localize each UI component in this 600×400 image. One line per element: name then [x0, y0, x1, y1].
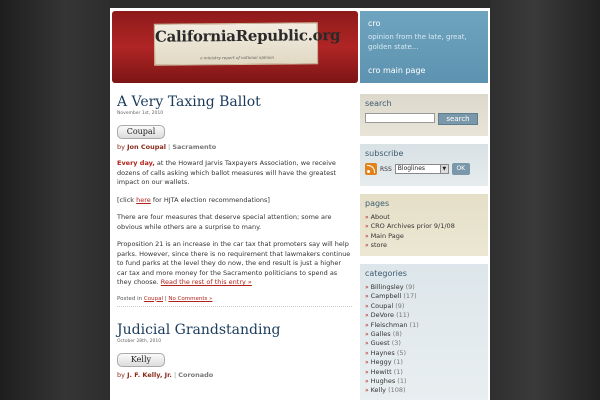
- page-link[interactable]: Main Page: [370, 231, 404, 240]
- site-header: [110, 8, 490, 86]
- categories-widget-title: categories: [365, 269, 407, 278]
- background-right: [490, 0, 600, 400]
- category-link[interactable]: Galles: [370, 330, 391, 339]
- page-link[interactable]: About: [370, 213, 390, 221]
- page-link[interactable]: CRO Archives prior 9/1/08: [370, 222, 455, 231]
- byline-separator: |: [173, 370, 177, 379]
- search-row: [365, 113, 483, 125]
- category-item[interactable]: [365, 283, 483, 292]
- category-item[interactable]: [365, 311, 483, 320]
- search-input[interactable]: [365, 113, 435, 123]
- category-link[interactable]: Hewitt: [370, 367, 392, 376]
- category-link[interactable]: Kelly: [370, 386, 386, 395]
- paragraph-text: for HJTA election recommendations]: [150, 195, 270, 204]
- here-link[interactable]: here: [136, 195, 151, 204]
- page-container: [110, 8, 490, 400]
- background-left: [0, 0, 110, 400]
- byline: [117, 143, 352, 151]
- cro-title: cro: [368, 19, 381, 28]
- post-date: November 1st, 2010: [117, 111, 164, 116]
- page-item[interactable]: [365, 232, 483, 241]
- category-count: (8): [392, 330, 402, 339]
- logo-tagline: a ministry report of national opinion: [200, 54, 275, 61]
- author-badge: Kelly: [117, 353, 165, 367]
- category-link[interactable]: Coupal: [370, 301, 394, 310]
- category-count: (1): [397, 377, 407, 386]
- category-count: (1): [393, 358, 403, 367]
- post-date: October 28th, 2010: [117, 338, 162, 344]
- category-item[interactable]: [365, 386, 483, 395]
- byline-by: by: [117, 370, 125, 379]
- footer-separator: |: [163, 295, 169, 302]
- category-item[interactable]: [365, 368, 483, 377]
- page-item[interactable]: [365, 222, 483, 231]
- post-title[interactable]: Judicial Grandstanding: [117, 321, 281, 338]
- categories-widget: [360, 264, 488, 400]
- logo-title: CaliforniaRepublic.org: [154, 26, 341, 46]
- rss-icon[interactable]: [365, 163, 377, 175]
- category-link[interactable]: Fleischman: [370, 320, 408, 329]
- category-count: (1): [393, 367, 403, 376]
- category-count: (11): [396, 311, 410, 320]
- category-item[interactable]: [365, 349, 483, 358]
- categories-list: [365, 283, 483, 396]
- category-link[interactable]: Hughes: [370, 377, 396, 386]
- category-item[interactable]: [365, 339, 483, 348]
- byline-separator: |: [168, 143, 171, 151]
- paragraph-text: [click: [117, 195, 137, 204]
- post-footer: [117, 296, 352, 307]
- category-item[interactable]: [365, 358, 483, 367]
- search-widget: [360, 94, 488, 136]
- paragraph-lead: Every day,: [117, 159, 155, 167]
- category-item[interactable]: [365, 292, 483, 301]
- category-link[interactable]: Heggy: [370, 358, 392, 367]
- cro-main-page-link[interactable]: cro main page: [368, 66, 426, 75]
- page-link[interactable]: store: [370, 241, 388, 250]
- logo-banner: [154, 22, 341, 65]
- read-more-link[interactable]: Read the rest of this entry »: [160, 278, 252, 286]
- category-count: (9): [405, 283, 415, 291]
- rss-label[interactable]: RSS: [380, 165, 392, 173]
- posted-in-label: Posted in: [117, 295, 144, 302]
- post-paragraph: [117, 240, 352, 288]
- category-count: (9): [395, 301, 405, 310]
- author-location: Coronado: [178, 370, 214, 379]
- category-item[interactable]: [365, 321, 483, 330]
- author-badge: Coupal: [117, 125, 165, 139]
- subscribe-row: [365, 163, 483, 175]
- category-item[interactable]: [365, 302, 483, 311]
- pages-list: [365, 213, 483, 251]
- cro-panel: [360, 11, 488, 83]
- search-widget-title: search: [365, 99, 392, 108]
- page-item[interactable]: [365, 241, 483, 250]
- subscribe-widget: [360, 144, 488, 186]
- category-item[interactable]: [365, 377, 483, 386]
- category-link[interactable]: Coupal: [143, 295, 163, 302]
- byline: [117, 371, 352, 379]
- cro-subtitle: opinion from the late, great, golden state...: [368, 33, 467, 51]
- post-paragraph: There are four measures that deserve special attention; some are obvious while others are a surprise to many.: [117, 213, 332, 231]
- category-count: (1): [409, 320, 419, 329]
- pages-widget-title: pages: [365, 199, 390, 208]
- post: [117, 322, 352, 379]
- feed-reader-selected: Bloglines: [397, 165, 426, 172]
- category-count: (5): [396, 348, 407, 357]
- chevron-down-icon: ▼: [440, 165, 448, 173]
- post: [117, 94, 352, 307]
- post-paragraph: [117, 196, 352, 206]
- category-count: (3): [391, 339, 401, 348]
- byline-by: by: [117, 143, 125, 151]
- category-count: (108): [388, 386, 406, 395]
- category-link[interactable]: Campbell: [370, 292, 402, 301]
- site-logo[interactable]: [112, 11, 358, 83]
- comments-link[interactable]: No Comments »: [168, 295, 213, 302]
- author-name: J. F. Kelly, Jr.: [127, 370, 172, 379]
- main-content: [117, 94, 352, 379]
- sidebar: [360, 94, 488, 400]
- author-location: Sacramento: [172, 143, 217, 151]
- pages-widget: [360, 194, 488, 256]
- category-count: (17): [403, 292, 417, 301]
- category-link[interactable]: Guest: [370, 339, 390, 348]
- post-paragraph: [117, 159, 352, 188]
- paragraph-text: at the Howard Jarvis Taxpayers Association, we receive dozens of calls asking which ballot measures will have the greatest impact on our wallets.: [117, 159, 337, 186]
- category-link[interactable]: Billingsley: [370, 283, 404, 291]
- category-link[interactable]: Haynes: [370, 348, 395, 357]
- category-item[interactable]: [365, 330, 483, 339]
- paragraph-text: Proposition 21 is an increase in the car tax that promoters say will help parks. However, since there is no requirement that lawmakers continue to fund parks at the level they do now, the end result is just a higher car tax and more money for the Sacramento politicians to spend as they choose.: [117, 240, 351, 286]
- ok-button[interactable]: OK: [452, 163, 470, 175]
- post-title[interactable]: A Very Taxing Ballot: [117, 94, 261, 110]
- subscribe-widget-title: subscribe: [365, 149, 404, 158]
- page-item[interactable]: [365, 213, 483, 222]
- feed-reader-select[interactable]: [395, 164, 449, 174]
- category-link[interactable]: DeVore: [370, 311, 395, 320]
- search-button[interactable]: search: [438, 113, 478, 125]
- author-name: Jon Coupal: [127, 143, 166, 151]
